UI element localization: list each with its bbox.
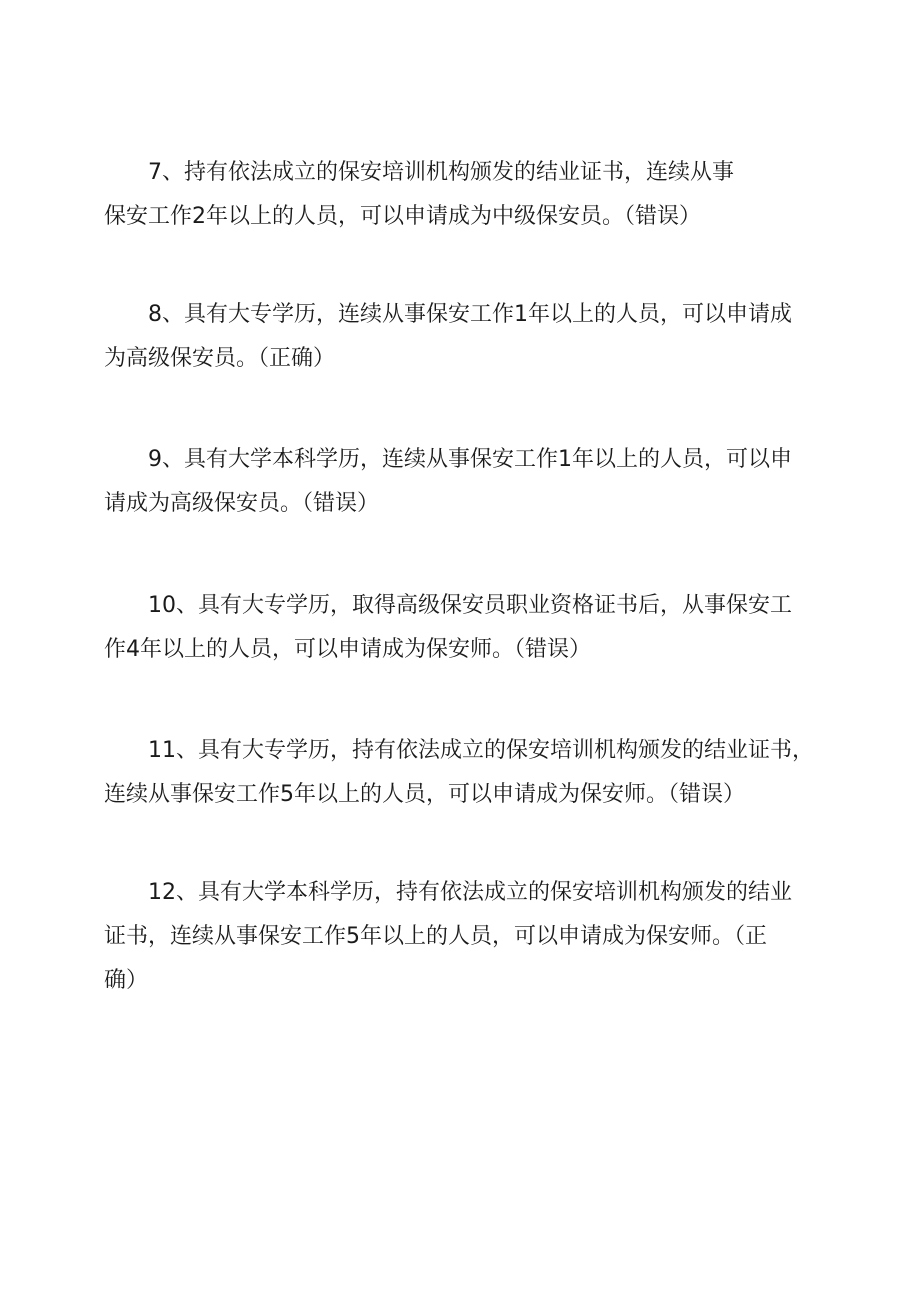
question-10-line-2: 作4年以上的人员，可以申请成为保安师。（错误） <box>104 637 591 662</box>
question-item-8 <box>104 293 834 381</box>
question-item-7 <box>104 151 834 239</box>
question-11-line-1: 11、具有大专学历，持有依法成立的保安培训机构颁发的结业证书， <box>148 738 814 763</box>
question-item-12 <box>104 871 834 1003</box>
question-item-11 <box>104 729 834 817</box>
question-item-9 <box>104 438 834 526</box>
question-9-line-2: 请成为高级保安员。（错误） <box>104 491 380 516</box>
question-9-line-1: 9、具有大学本科学历，连续从事保安工作1年以上的人员，可以申 <box>148 447 792 472</box>
question-item-10 <box>104 584 834 672</box>
question-7-line-2: 保安工作2年以上的人员，可以申请成为中级保安员。（错误） <box>104 204 701 229</box>
question-12-line-2: 证书，连续从事保安工作5年以上的人员，可以申请成为保安师。（正 <box>104 924 767 949</box>
question-8-line-1: 8、具有大专学历，连续从事保安工作1年以上的人员，可以申请成 <box>148 302 792 327</box>
question-12-line-3: 确） <box>104 968 149 993</box>
question-10-line-1: 10、具有大专学历，取得高级保安员职业资格证书后，从事保安工 <box>148 593 792 618</box>
question-11-line-2: 连续从事保安工作5年以上的人员，可以申请成为保安师。（错误） <box>104 782 745 807</box>
question-12-line-1: 12、具有大学本科学历，持有依法成立的保安培训机构颁发的结业 <box>148 880 792 905</box>
question-8-line-2: 为高级保安员。（正确） <box>104 346 336 371</box>
question-7-line-1: 7、持有依法成立的保安培训机构颁发的结业证书，连续从事 <box>148 160 734 185</box>
